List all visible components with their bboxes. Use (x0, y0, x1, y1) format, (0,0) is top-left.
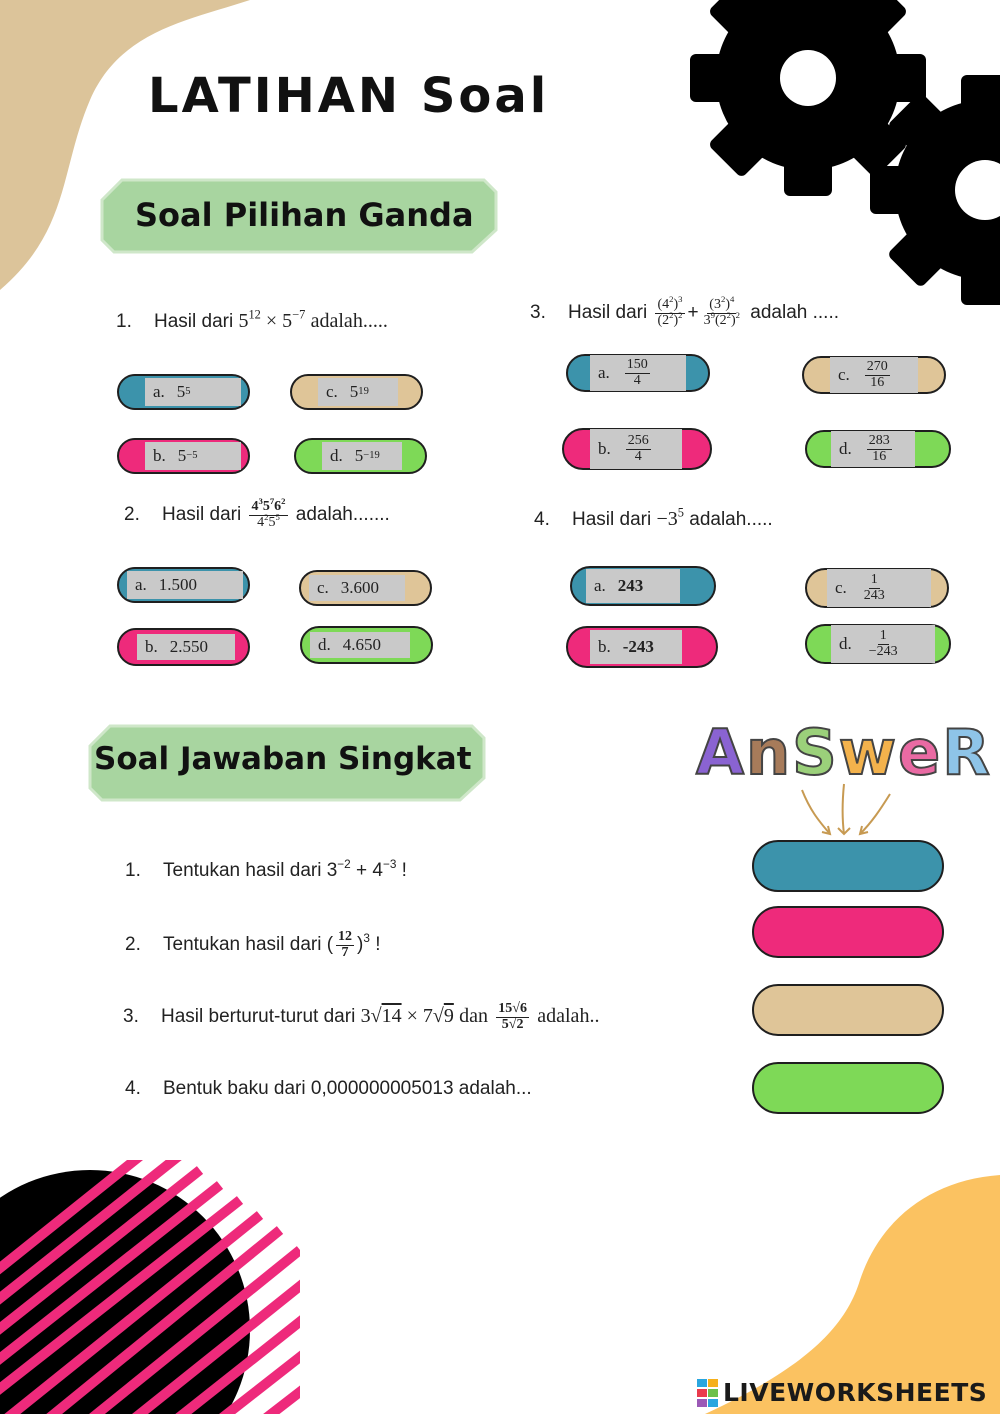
question-text: Bentuk baku dari 0,000000005013 adalah... (163, 1078, 532, 1099)
option-label: b. 2.550 (137, 634, 235, 660)
option-label: a. 5 5 (145, 378, 241, 406)
question-number: 4. (534, 509, 550, 530)
liveworksheets-logo-icon (697, 1379, 719, 1407)
mc-question-2 (124, 495, 390, 530)
mc-q2-option-c[interactable] (299, 570, 432, 606)
short-question-1 (125, 857, 407, 882)
answer-letter: n (745, 716, 793, 789)
mc-question-4 (534, 505, 773, 531)
answer-box-4[interactable] (752, 1062, 944, 1114)
answer-letter: e (898, 716, 943, 789)
mc-q4-option-a[interactable] (570, 566, 716, 606)
answer-letter: R (942, 716, 992, 789)
question-suffix: adalah..... (310, 310, 388, 332)
option-label: b. $\frac{256}{4}$ (590, 429, 682, 469)
option-label: d. 4.650 (310, 632, 410, 658)
option-label: c. 3.600 (309, 575, 405, 601)
question-expression: ( $\frac{12}{7}$ )$^3$ (326, 929, 370, 960)
question-prefix: Tentukan hasil dari (163, 860, 322, 881)
question-expression-1: 3√14 × 7√9 (360, 1005, 454, 1028)
question-prefix: Hasil dari (572, 509, 652, 530)
question-number: 2. (124, 504, 140, 526)
mc-q2-option-a[interactable] (117, 567, 250, 603)
answer-letter: S (792, 716, 839, 789)
option-label: a. $\frac{150}{4}$ (590, 355, 686, 391)
mc-question-1 (116, 307, 388, 333)
question-expression: $3^{-2} + 4^{-3}$ (326, 857, 397, 881)
answer-heading (696, 716, 992, 789)
question-prefix: Hasil dari (154, 311, 234, 332)
answer-box-3[interactable] (752, 984, 944, 1036)
short-question-2 (125, 930, 380, 960)
option-label: a. 1.500 (127, 571, 243, 599)
section-banner-multiple-choice (100, 178, 498, 254)
option-label: c. $\frac{1}{243}$ (827, 569, 931, 607)
option-label: c. $\frac{270}{16}$ (830, 357, 918, 393)
mc-q3-option-a[interactable] (566, 354, 710, 392)
question-number: 1. (116, 311, 132, 332)
mc-q1-option-b[interactable] (117, 438, 250, 474)
question-expression: $-3^5$ (656, 505, 684, 530)
question-fraction-2: $\frac{(3^2)^4}{3^9(2^2)^2}$ (703, 293, 740, 328)
question-prefix: Tentukan hasil dari (163, 934, 322, 956)
answer-box-1[interactable] (752, 840, 944, 892)
option-label: b. 5 −5 (145, 442, 241, 470)
mc-q4-option-c[interactable] (805, 568, 949, 608)
question-fraction-1: $\frac{(4^2)^3}{(2^2)^2}$ (657, 293, 683, 328)
mc-q4-option-d[interactable] (805, 624, 951, 664)
question-end: ! (375, 934, 381, 956)
arrows-icon (790, 780, 900, 840)
question-prefix: Hasil dari (162, 504, 242, 526)
question-fraction: $\frac{15√6}{5√2}$ (498, 1001, 527, 1032)
liveworksheets-logo-text: LIVEWORKSHEETS (723, 1378, 988, 1407)
question-suffix: adalah ..... (750, 302, 840, 324)
short-question-3 (123, 1002, 599, 1032)
question-prefix: Hasil dari (568, 302, 648, 324)
mc-q2-option-d[interactable] (300, 626, 433, 664)
answer-letter: w (838, 716, 899, 789)
question-fraction: $\frac{4^35^76^2}{4^25^5}$ (251, 495, 286, 530)
question-suffix: adalah..... (689, 509, 773, 530)
question-mid: dan (459, 1005, 488, 1028)
question-number: 3. (530, 302, 546, 324)
mc-q1-option-c[interactable] (290, 374, 423, 410)
section-banner-short-answer (88, 724, 486, 802)
mc-q4-option-b[interactable] (566, 626, 718, 668)
option-label: d. 5 −19 (322, 442, 402, 470)
question-number: 1. (125, 860, 141, 881)
option-label: a. 243 (586, 569, 680, 603)
liveworksheets-logo (697, 1378, 987, 1407)
mc-q3-option-c[interactable] (802, 356, 946, 394)
section-title-multiple-choice: Soal Pilihan Ganda (135, 196, 474, 234)
short-question-4 (125, 1078, 532, 1100)
section-title-short-answer: Soal Jawaban Singkat (94, 741, 472, 777)
mc-q3-option-b[interactable] (562, 428, 712, 470)
option-label: b. -243 (590, 630, 682, 664)
question-suffix: adalah....... (295, 504, 390, 526)
question-prefix: Hasil berturut-turut dari (161, 1006, 356, 1028)
question-number: 2. (125, 934, 141, 956)
mc-q3-option-d[interactable] (805, 430, 951, 468)
option-label: d. $\frac{283}{16}$ (831, 431, 915, 467)
mc-question-3: 3. Hasil dari $\frac{(4^2)^3}{(2^2)^2}$ + $\frac{(3^2)^4}{3^9(2^2)^2}$ adalah ..... (530, 293, 840, 328)
option-label: c. 5 19 (318, 378, 398, 406)
question-suffix: adalah.. (537, 1005, 600, 1028)
mc-q1-option-a[interactable] (117, 374, 250, 410)
option-label: d. $\frac{1}{-243}$ (831, 625, 935, 663)
question-end: ! (401, 860, 407, 881)
question-number: 4. (125, 1078, 141, 1099)
answer-letter: A (696, 716, 746, 789)
mc-q2-option-b[interactable] (117, 628, 250, 666)
answer-box-2[interactable] (752, 906, 944, 958)
mc-q1-option-d[interactable] (294, 438, 427, 474)
question-expression: $5^{12} \times 5^{-7}$ (238, 307, 306, 332)
page-title: LATIHAN Soal (148, 68, 550, 124)
question-number: 3. (123, 1006, 139, 1028)
